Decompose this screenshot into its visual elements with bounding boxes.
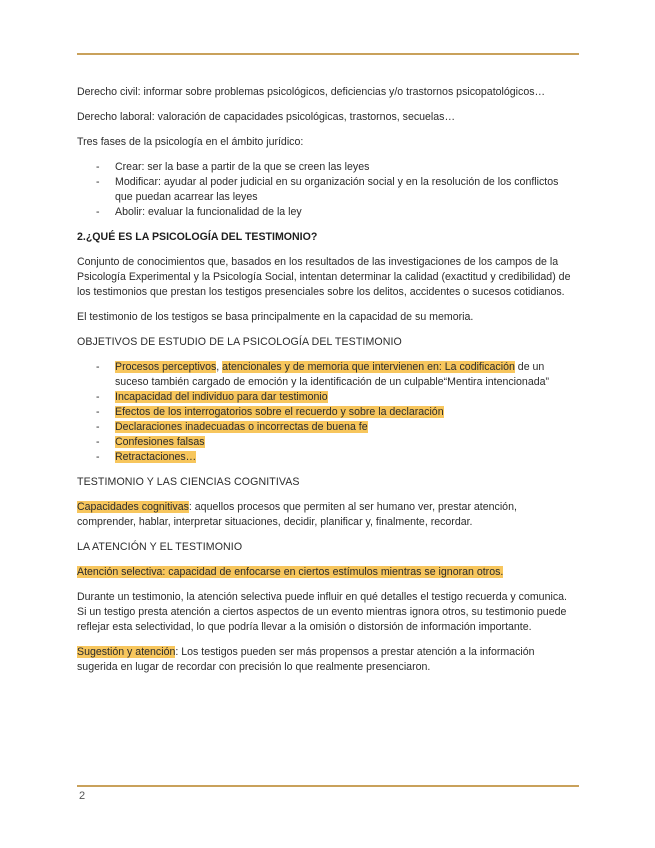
list-item [77,205,577,220]
dash-bullet: - [96,391,100,403]
list-item [77,435,577,450]
paragraph-sugestion [77,645,577,675]
list-item-text: , [216,361,223,373]
header-rule [77,53,579,55]
highlighted-text: Atención selectiva: capacidad de enfocarse en ciertos estímulos mientras se ignoran otros. [77,566,504,578]
list-item [77,450,577,465]
list-item-text: de un suceso también cargado de emoción y la identificación de un culpable“Mentira intencionada” [115,361,550,388]
list-item [77,175,577,205]
highlighted-text: Declaraciones inadecuadas o incorrectas de buena fe [115,421,368,433]
dash-bullet: - [96,361,100,373]
highlighted-text: Incapacidad del individuo para dar testimonio [115,391,328,403]
objetivos-list [77,360,577,465]
highlighted-text: atencionales y de memoria que intervienen en: La codificación [222,361,515,373]
paragraph-atencion-selectiva [77,565,577,580]
highlighted-text: Confesiones falsas [115,436,205,448]
paragraph-definicion: Conjunto de conocimientos que, basados en los resultados de las investigaciones de los campos de la Psicología Experimental y la Psicología Social, intentan determinar la calidad (exactitud y credibilidad) de los testimonios que prestan los testigos presenciales sobre los delitos, accidentes o sucesos cotidianos. [77,256,571,298]
page-number: 2 [79,790,86,802]
dash-bullet: - [96,451,100,463]
highlighted-text: Capacidades cognitivas [77,501,189,513]
page-content [77,85,577,685]
paragraph-text: : aquellos procesos que permiten al ser humano ver, prestar atención, comprender, hablar, interpretar situaciones, decidir, planificar y, finalmente, recordar. [77,501,517,528]
paragraph-derecho-laboral: Derecho laboral: valoración de capacidades psicológicas, trastornos, secuelas… [77,111,456,123]
section-heading: 2.¿QUÉ ES LA PSICOLOGÍA DEL TESTIMONIO? [77,231,318,243]
paragraph-derecho-civil: Derecho civil: informar sobre problemas psicológicos, deficiencias y/o trastornos psicopatológicos… [77,86,546,98]
paragraph-durante: Durante un testimonio, la atención selectiva puede influir en qué detalles el testigo recuerda y comunica. Si un testigo presta atención a ciertos aspectos de un evento mientras ignora otros, su testimonio puede reflejar esta selectividad, lo que podría llevar a la omisión o distorsión de información importante. [77,591,567,633]
list-item [77,360,577,390]
highlighted-text: Retractaciones… [115,451,197,463]
dash-bullet: - [96,161,100,173]
subheading-ciencias-cognitivas: TESTIMONIO Y LAS CIENCIAS COGNITIVAS [77,476,300,488]
subheading-objetivos: OBJETIVOS DE ESTUDIO DE LA PSICOLOGÍA DEL TESTIMONIO [77,336,402,348]
list-item-text: Crear: ser la base a partir de la que se creen las leyes [115,161,370,173]
dash-bullet: - [96,421,100,433]
dash-bullet: - [96,436,100,448]
paragraph-text: : Los testigos pueden ser más propensos a prestar atención a la información sugerida en lugar de recordar con precisión lo que realmente presenciaron. [77,646,535,673]
list-item-text: Modificar: ayudar al poder judicial en su organización social y en la resolución de los conflictos que puedan acarrear las leyes [115,176,559,203]
fases-list [77,160,577,220]
highlighted-text: Sugestión y atención [77,646,176,658]
list-item-text: Abolir: evaluar la funcionalidad de la ley [115,206,302,218]
list-item [77,160,577,175]
list-item [77,405,577,420]
dash-bullet: - [96,176,100,188]
list-item [77,390,577,405]
dash-bullet: - [96,406,100,418]
footer-rule [77,785,579,787]
paragraph-memoria: El testimonio de los testigos se basa principalmente en la capacidad de su memoria. [77,311,474,323]
highlighted-text: Procesos perceptivos [115,361,217,373]
highlighted-text: Efectos de los interrogatorios sobre el recuerdo y sobre la declaración [115,406,444,418]
list-item [77,420,577,435]
dash-bullet: - [96,206,100,218]
subheading-atencion: LA ATENCIÓN Y EL TESTIMONIO [77,541,243,553]
paragraph-fases-intro: Tres fases de la psicología en el ámbito jurídico: [77,136,304,148]
paragraph-capacidades [77,500,577,530]
